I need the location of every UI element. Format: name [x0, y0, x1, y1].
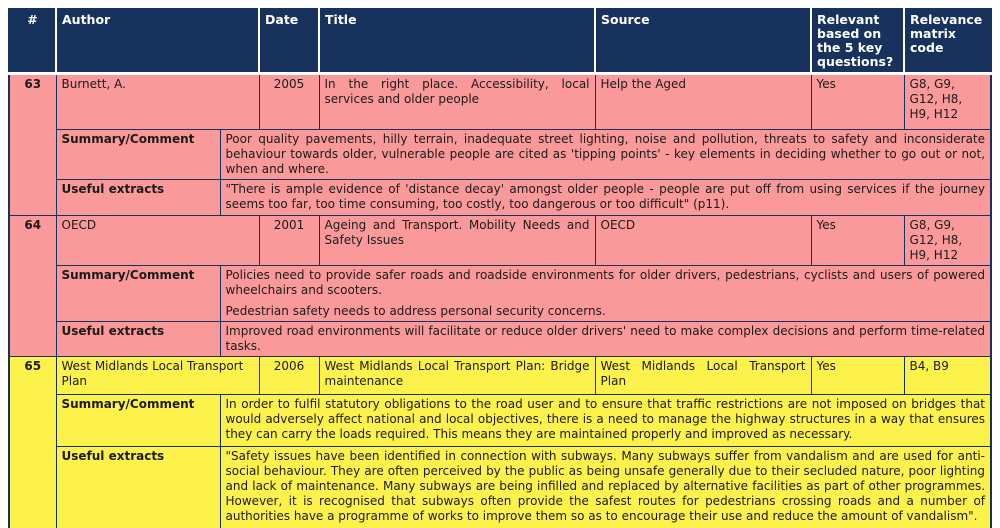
relevant-cell: Yes [811, 74, 904, 130]
summary-paragraph: Pedestrian safety needs to address personal security concerns. [225, 304, 606, 318]
header-cell-author: Author [56, 9, 259, 74]
entry-number-cell: 64 [9, 216, 56, 357]
author-cell: OECD [56, 216, 259, 266]
title-cell: West Midlands Local Transport Plan: Bridge maintenance [319, 357, 595, 395]
relevant-cell: Yes [811, 216, 904, 266]
extracts-paragraph: "Safety issues have been identified in connection with subways. Many subways suffer from vandalism and are used for anti-social behaviour. They are often perceived by the public as being unsafe generally due to their secluded nature, poor lighting and lack of maintenance. Many subways are being infilled and replaced by alternative facilities as part of other programmes. However, it is recognised that subways often provide the safest routes for pedestrians crossing roads and a number of authorities have a programme of works to improve them so as to encourage their use and reduce the amount of vandalism". [225, 449, 986, 523]
title-cell: In the right place. Accessibility, local services and older people [319, 74, 595, 130]
matrix-code-cell: G8, G9, G12, H8, H9, H12 [904, 216, 991, 266]
header-cell-title: Title [319, 9, 595, 74]
summary-content [220, 395, 991, 447]
date-cell: 2006 [259, 357, 319, 395]
relevant-cell: Yes [811, 357, 904, 395]
summary-label: Summary/Comment [56, 395, 220, 447]
entry-65-main-row [9, 357, 991, 395]
entry-number-cell: 63 [9, 74, 56, 216]
author-cell: West Midlands Local Transport Plan [56, 357, 259, 395]
summary-content [220, 130, 991, 180]
source-cell: OECD [595, 216, 811, 266]
entry-64-main-row [9, 216, 991, 266]
entry-65-summary-row [9, 395, 991, 447]
matrix-code-cell: G8, G9, G12, H8, H9, H12 [904, 74, 991, 130]
extracts-paragraph: Improved road environments will facilitate or reduce older drivers' need to make complex decisions and perform time-related tasks. [225, 324, 986, 353]
extracts-label: Useful extracts [56, 180, 220, 216]
author-cell: Burnett, A. [56, 74, 259, 130]
summary-paragraph: Poor quality pavements, hilly terrain, inadequate street lighting, noise and pollution, threats to safety and inconsiderate behaviour towards older, vulnerable people are cited as 'tipping points' - key elements in deciding whether to go out or not, when and where. [225, 132, 986, 176]
table-header-row [9, 9, 991, 74]
extracts-content [220, 180, 991, 216]
date-cell: 2005 [259, 74, 319, 130]
summary-content [220, 266, 991, 322]
entry-63-main-row [9, 74, 991, 130]
entry-63-extracts-row [9, 180, 991, 216]
summary-label: Summary/Comment [56, 266, 220, 322]
header-cell-source: Source [595, 9, 811, 74]
extracts-label: Useful extracts [56, 322, 220, 357]
summary-paragraph: Policies need to provide safer roads and roadside environments for older drivers, pedestrians, cyclists and users of powered wheelchairs and scooters. [225, 268, 986, 297]
entry-65-extracts-row [9, 447, 991, 528]
summary-paragraph: In order to fulfil statutory obligations to the road user and to ensure that traffic restrictions are not imposed on bridges that would adversely affect national and local objectives, there is a need to manage the highway structures in a way that ensures they can carry the loads required. This means they are maintained properly and improved as necessary. [225, 397, 986, 441]
summary-label: Summary/Comment [56, 130, 220, 180]
entry-number-cell: 65 [9, 357, 56, 528]
date-cell: 2001 [259, 216, 319, 266]
source-cell: West Midlands Local Transport Plan [595, 357, 811, 395]
extracts-paragraph: "There is ample evidence of 'distance decay' amongst older people - people are put off from using services if the journey seems too far, too time consuming, too costly, too dangerous or too difficult" (p11). [225, 182, 986, 211]
header-cell-relevant: Relevant based on the 5 key questions? [811, 9, 904, 74]
header-cell-date: Date [259, 9, 319, 74]
extracts-label: Useful extracts [56, 447, 220, 528]
extracts-content [220, 322, 991, 357]
header-cell-number: # [9, 9, 56, 74]
matrix-code-cell: B4, B9 [904, 357, 991, 395]
extracts-content [220, 447, 991, 528]
entry-64-extracts-row [9, 322, 991, 357]
header-cell-matrix-code: Relevance matrix code [904, 9, 991, 74]
source-cell: Help the Aged [595, 74, 811, 130]
entry-64-summary-row [9, 266, 991, 322]
literature-review-table [8, 8, 992, 528]
entry-63-summary-row [9, 130, 991, 180]
title-cell: Ageing and Transport. Mobility Needs and Safety Issues [319, 216, 595, 266]
